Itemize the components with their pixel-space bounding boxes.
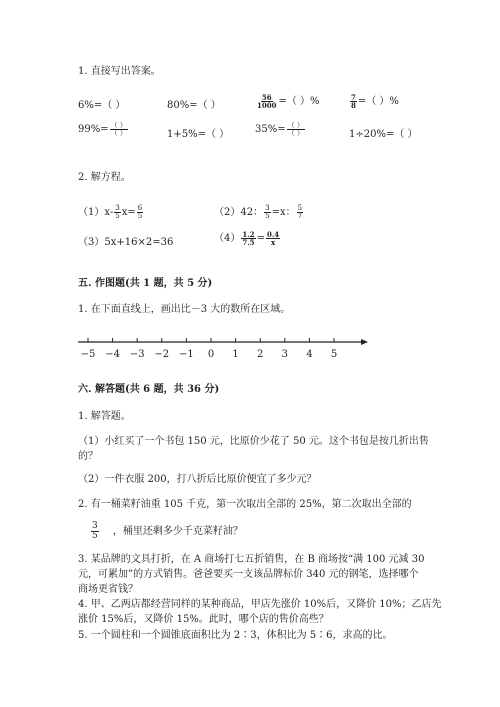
q1-item-2: 80%=（ ）: [167, 100, 221, 111]
q1-item-5: 99%= $\frac{( )}{( )}$: [78, 121, 127, 137]
tick-label: 3: [281, 349, 288, 360]
q1-item-3: $\frac{56}{1000}$ =（ ）%: [257, 93, 320, 110]
q1-item-4: $\frac{7}{8}$ =（ ）%: [351, 93, 399, 110]
section6-q2-line1: 2. 有一桶菜籽油重 105 千克，第一次取出全部的 25%，第二次取出全部的: [78, 499, 412, 510]
equation-3: （3）5x+16×2=36: [78, 237, 174, 248]
tick-label: 0: [207, 349, 215, 360]
tick-label: −3: [129, 349, 145, 360]
tick-label: 4: [306, 349, 313, 360]
section5-question: 1. 在下面直线上，画出比－3 大的数所在区域。: [78, 304, 291, 315]
section6-q1a-line1: （1）小红买了一个书包 150 元，比原价少花了 50 元。这个书包是按几折出售: [78, 436, 429, 447]
section6-q2-line2: $\frac{3}{5}$ ，桶里还剩多少千克菜籽油？: [92, 521, 243, 541]
equation-1: （1）x- $\frac{3}{5}$ x= $\frac{6}{5}$: [78, 204, 143, 220]
section5-heading: 五. 作图题(共 1 题，共 5 分): [78, 278, 213, 289]
section6-q5: 5. 一个圆柱和一个圆锥底面积比为 2∶3，体积比为 5∶6，求高的比。: [78, 630, 393, 641]
section6-q3-line2: 元，可累加”的方式销售。爸爸要买一支该品牌标价 340 元的钢笔，选择哪个: [78, 569, 419, 580]
fraction: $\frac{( )}{( )}$: [110, 121, 127, 137]
section6-q1a-line2: 的？: [78, 451, 98, 462]
tick-label: −2: [154, 349, 170, 360]
section6-q1b: （2）一件衣服 200，打八折后比原价便宜了多少元？: [78, 474, 317, 485]
tick-label: −1: [179, 349, 194, 360]
tick-label: 2: [257, 349, 264, 360]
equation-4: （4） $\frac{1.2}{7.5}$ = $\frac{0.4}{x}$: [214, 230, 280, 247]
q2-title: 2. 解方程。: [78, 172, 131, 183]
q1-item-7: 35%= $\frac{( )}{( )}$: [255, 121, 304, 137]
section6-q1: 1. 解答题。: [78, 411, 131, 422]
fraction: $\frac{( )}{( )}$: [287, 121, 304, 137]
section6-q3-line3: 商场更省钱？: [78, 584, 138, 595]
section6-heading: 六. 解答题(共 6 题，共 36 分): [78, 384, 220, 395]
section6-q4-line2: 涨价 15%后，又降价 15%。此时，哪个店的售价高些？: [78, 614, 329, 625]
q1-item-6: 1+5%=（ ）: [167, 129, 230, 140]
arrow-head-icon: [361, 339, 368, 345]
tick-label: −5: [80, 349, 96, 360]
q1-item-8: 1÷20%=（ ）: [349, 129, 418, 140]
q1-title: 1. 直接写出答案。: [78, 66, 161, 77]
tick-label: −4: [105, 349, 120, 360]
number-line-axis: [78, 332, 368, 362]
number-line: [78, 332, 368, 362]
tick-label: 1: [232, 349, 239, 360]
section6-q4-line1: 4. 甲、乙两店都经营同样的某种商品，甲店先涨价 10%后，又降价 10%；乙店先: [78, 599, 442, 610]
fraction: $\frac{56}{1000}$: [257, 93, 277, 110]
section6-q3-line1: 3. 某品牌的文具打折，在 A 商场打七五折销售，在 B 商场按“满 100 元减 30: [78, 554, 425, 565]
q1-item-1: 6%=（ ）: [78, 100, 126, 111]
equation-2: （2）42： $\frac{3}{5}$ =x： $\frac{5}{7}$: [214, 204, 303, 220]
fraction: $\frac{7}{8}$: [351, 93, 356, 110]
tick-label: 5: [330, 349, 338, 360]
